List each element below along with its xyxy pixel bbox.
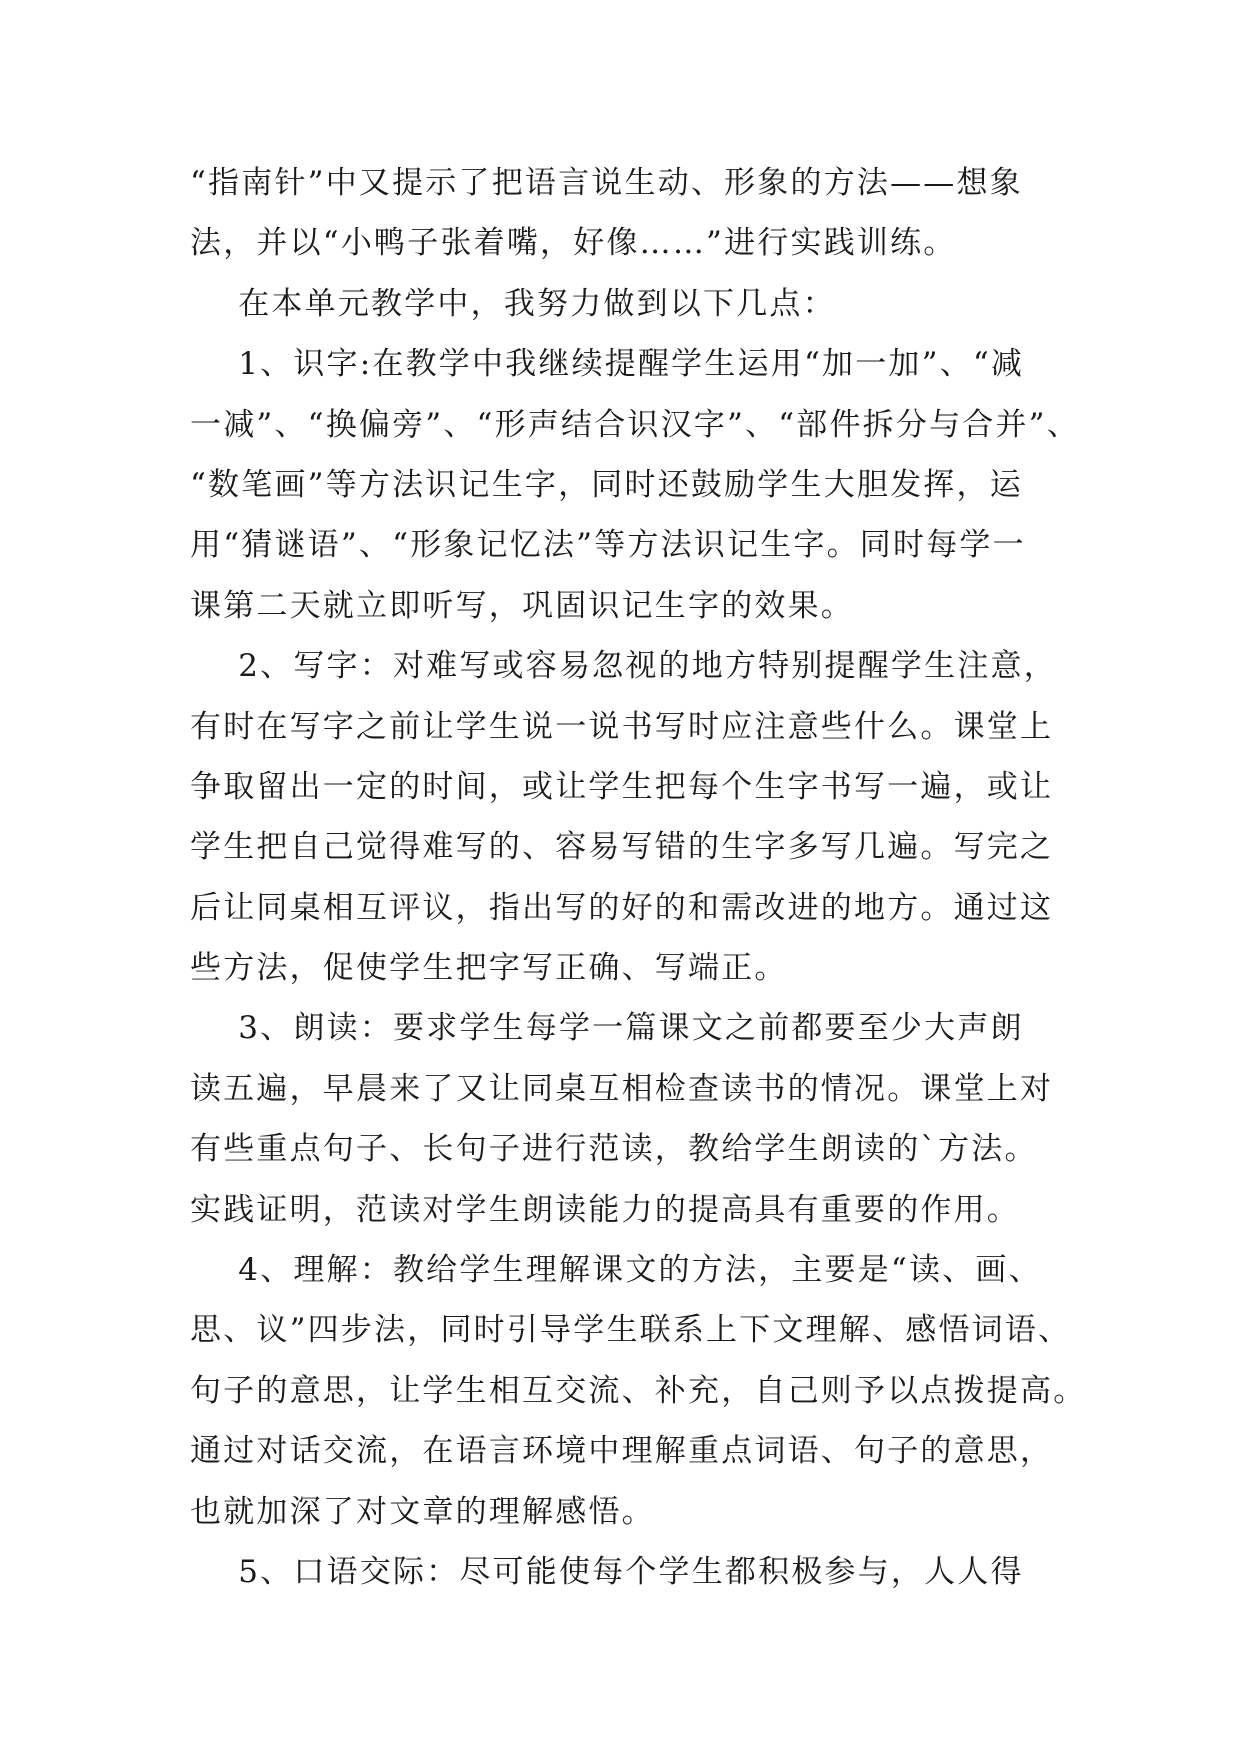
text-line: 用“猜谜语”、“形象记忆法”等方法识记生字。同时每学一 xyxy=(190,527,1026,564)
text-line: 法，并以“小鸭子张着嘴，好像……”进行实践训练。 xyxy=(190,225,957,262)
text-line: 有时在写字之前让学生说一说书写时应注意些什么。课堂上 xyxy=(190,708,1054,745)
text-line: 争取留出一定的时间，或让学生把每个生字书写一遍，或让 xyxy=(190,768,1054,805)
text-line: 2、写字：对难写或容易忽视的地方特别提醒学生注意， xyxy=(190,648,1057,685)
text-line: 4、理解：教给学生理解课文的方法，主要是“读、画、 xyxy=(190,1252,1042,1289)
text-line: 句子的意思，让学生相互交流、补充，自己则予以点拨提高。 xyxy=(190,1372,1087,1409)
body-text xyxy=(190,153,1090,1602)
text-line: 些方法，促使学生把字写正确、写端正。 xyxy=(190,950,788,987)
text-line: 在本单元教学中，我努力做到以下几点： xyxy=(190,285,836,322)
text-line: 学生把自己觉得难写的、容易写错的生字多写几遍。写完之 xyxy=(190,829,1054,866)
text-line: 读五遍，早晨来了又让同桌互相检查读书的情况。课堂上对 xyxy=(190,1070,1054,1107)
text-line: 1、识字:在教学中我继续提醒学生运用“加一加”、“减 xyxy=(190,346,1025,383)
text-line: 课第二天就立即听写，巩固识记生字的效果。 xyxy=(190,587,854,624)
text-line: 通过对话交流，在语言环境中理解重点词语、句子的意思， xyxy=(190,1433,1054,1470)
text-line: 一减”、“换偏旁”、“形声结合识汉字”、“部件拆分与合并”、 xyxy=(190,406,1080,443)
text-line: 后让同桌相互评议，指出写的好的和需改进的地方。通过这 xyxy=(190,889,1054,926)
text-line: 有些重点句子、长句子进行范读，教给学生朗读的`方法。 xyxy=(190,1131,1038,1168)
text-line: 思、议”四步法，同时引导学生联系上下文理解、感悟词语、 xyxy=(190,1312,1072,1349)
text-line: 3、朗读：要求学生每学一篇课文之前都要至少大声朗 xyxy=(190,1010,1024,1047)
text-line: 5、口语交际：尽可能使每个学生都积极参与，人人得 xyxy=(190,1553,1024,1590)
text-line: 实践证明，范读对学生朗读能力的提高具有重要的作用。 xyxy=(190,1191,1020,1228)
text-line: 也就加深了对文章的理解感悟。 xyxy=(190,1493,655,1530)
text-line: “指南针”中又提示了把语言说生动、形象的方法——想象 xyxy=(190,165,1023,201)
text-line: “数笔画”等方法识记生字，同时还鼓励学生大胆发挥，运 xyxy=(190,466,1023,503)
